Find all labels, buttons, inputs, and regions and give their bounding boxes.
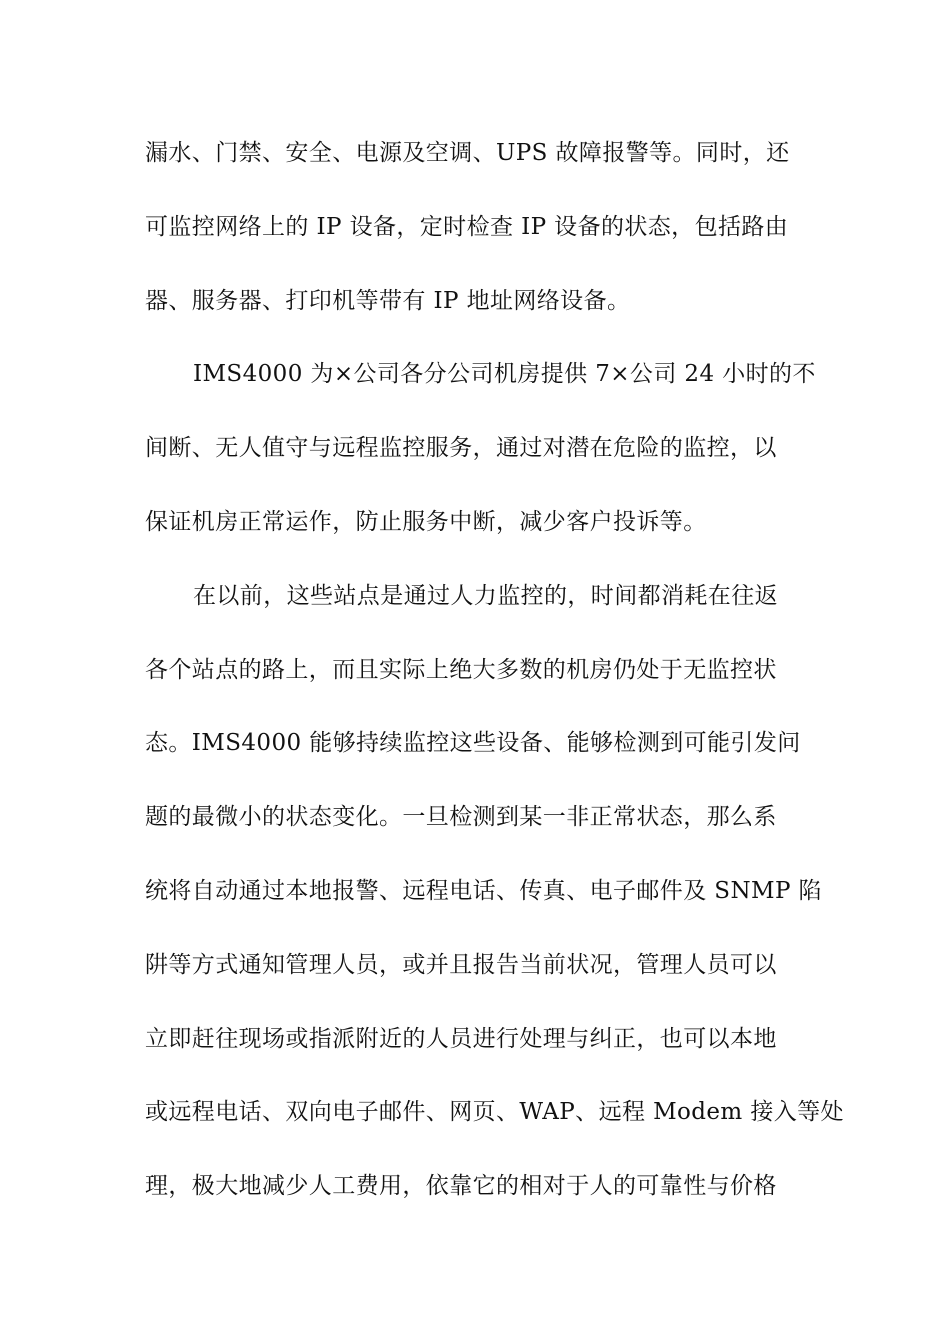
paragraph-start-line: 在以前，这些站点是通过人力监控的，时间都消耗在往返	[193, 582, 778, 609]
body-text	[145, 130, 844, 1237]
text-line: 统将自动通过本地报警、远程电话、传真、电子邮件及 SNMP 陷	[145, 877, 822, 904]
text-line: 题的最微小的状态变化。一旦检测到某一非正常状态，那么系	[145, 804, 777, 831]
text-line: 间断、无人值守与远程监控服务，通过对潜在危险的监控，以	[145, 435, 777, 462]
paragraph-start-line: IMS4000 为×公司各分公司机房提供 7×公司 24 小时的不	[193, 361, 816, 388]
text-line: 立即赶往现场或指派附近的人员进行处理与纠正，也可以本地	[145, 1025, 777, 1052]
text-line: 器、服务器、打印机等带有 IP 地址网络设备。	[145, 287, 631, 314]
text-line: 阱等方式通知管理人员，或并且报告当前状况，管理人员可以	[145, 951, 777, 978]
text-line: 态。IMS4000 能够持续监控这些设备、能够检测到可能引发问	[145, 730, 801, 757]
text-line: 漏水、门禁、安全、电源及空调、UPS 故障报警等。同时，还	[145, 140, 790, 166]
text-line: 或远程电话、双向电子邮件、网页、WAP、远程 Modem 接入等处	[145, 1099, 844, 1126]
text-line: 可监控网络上的 IP 设备，定时检查 IP 设备的状态，包括路由	[145, 213, 789, 240]
text-line: 各个站点的路上，而且实际上绝大多数的机房仍处于无监控状	[145, 656, 777, 683]
text-line: 保证机房正常运作，防止服务中断，减少客户投诉等。	[145, 508, 707, 535]
text-line: 理，极大地减少人工费用，依靠它的相对于人的可靠性与价格	[145, 1173, 777, 1200]
